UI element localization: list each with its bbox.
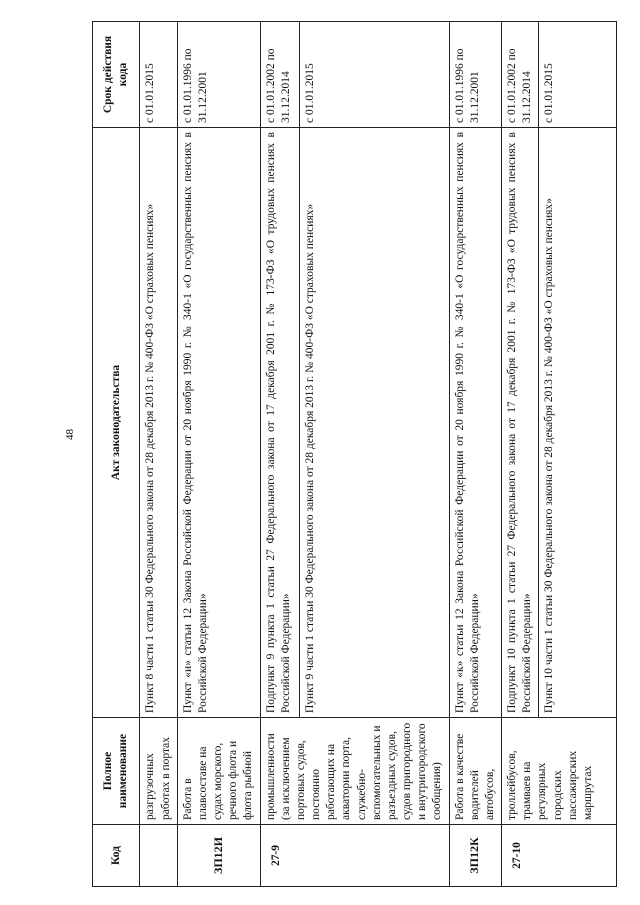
codes-table (92, 21, 617, 887)
subcode-cell: 27-10 (502, 825, 617, 887)
act-cell: Пункт 8 части 1 статьи 30 Федерального закона от 28 декабря 2013 г. № 400-ФЗ «О страховых пенсиях» (140, 128, 177, 718)
term-cell: с 01.01.1996 по 31.12.2001 (449, 22, 502, 128)
term-cell: с 01.01.2015 (539, 22, 617, 128)
act-cell: Пункт «к» статьи 12 Закона Российской Федерации от 20 ноября 1990 г. № 340-1 «О государственных пенсиях в Российской Федерации» (449, 128, 502, 718)
page-number: 48 (64, 429, 76, 440)
term-cell: с 01.01.2015 (299, 22, 449, 128)
name-cell: троллейбусов, трамваев на регулярных городских пассажирских маршрутах (502, 718, 617, 825)
header-act: Акт законодательства (93, 128, 140, 718)
table-row (260, 22, 299, 887)
table-row (140, 22, 177, 887)
term-cell: с 01.01.2002 по 31.12.2014 (260, 22, 299, 128)
name-cell: разгрузочных работах в портах (140, 718, 177, 825)
header-row (93, 22, 140, 887)
code-cell: ЗП12И (177, 825, 260, 887)
term-cell: с 01.01.1996 по 31.12.2001 (177, 22, 260, 128)
act-cell: Подпункт 10 пункта 1 статьи 27 Федерального закона от 17 декабря 2001 г. № 173-ФЗ «О трудовых пенсиях в Российской Федерации» (502, 128, 539, 718)
name-cell: промышленности (за исключением портовых судов, постоянно работающих на акватории порта, служебно-вспомогательных и разъездных судов, судов пригородного и внутригородского сообщения) (260, 718, 449, 825)
header-term: Срок действия кода (93, 22, 140, 128)
header-code: Код (93, 825, 140, 887)
header-name: Полное наименование (93, 718, 140, 825)
name-cell: Работа в качестве водителей автобусов, (449, 718, 502, 825)
table-row (177, 22, 260, 887)
code-cell: ЗП12К (449, 825, 502, 887)
act-cell: Пункт 10 части 1 статьи 30 Федерального закона от 28 декабря 2013 г. № 400-ФЗ «О страховых пенсиях» (539, 128, 617, 718)
table-row (449, 22, 502, 887)
act-cell: Подпункт 9 пункта 1 статьи 27 Федерального закона от 17 декабря 2001 г. № 173-ФЗ «О трудовых пенсиях в Российской Федерации» (260, 128, 299, 718)
term-cell: с 01.01.2002 по 31.12.2014 (502, 22, 539, 128)
code-cell (140, 825, 177, 887)
table-row (502, 22, 539, 887)
act-cell: Пункт 9 части 1 статьи 30 Федерального закона от 28 декабря 2013 г. № 400-ФЗ «О страховых пенсиях» (299, 128, 449, 718)
name-cell: Работа в плавсоставе на судах морского, речного флота и флота рыбной (177, 718, 260, 825)
subcode-cell: 27-9 (260, 825, 449, 887)
act-cell: Пункт «и» статьи 12 Закона Российской Федерации от 20 ноября 1990 г. № 340-1 «О государственных пенсиях в Российской Федерации» (177, 128, 260, 718)
term-cell: с 01.01.2015 (140, 22, 177, 128)
